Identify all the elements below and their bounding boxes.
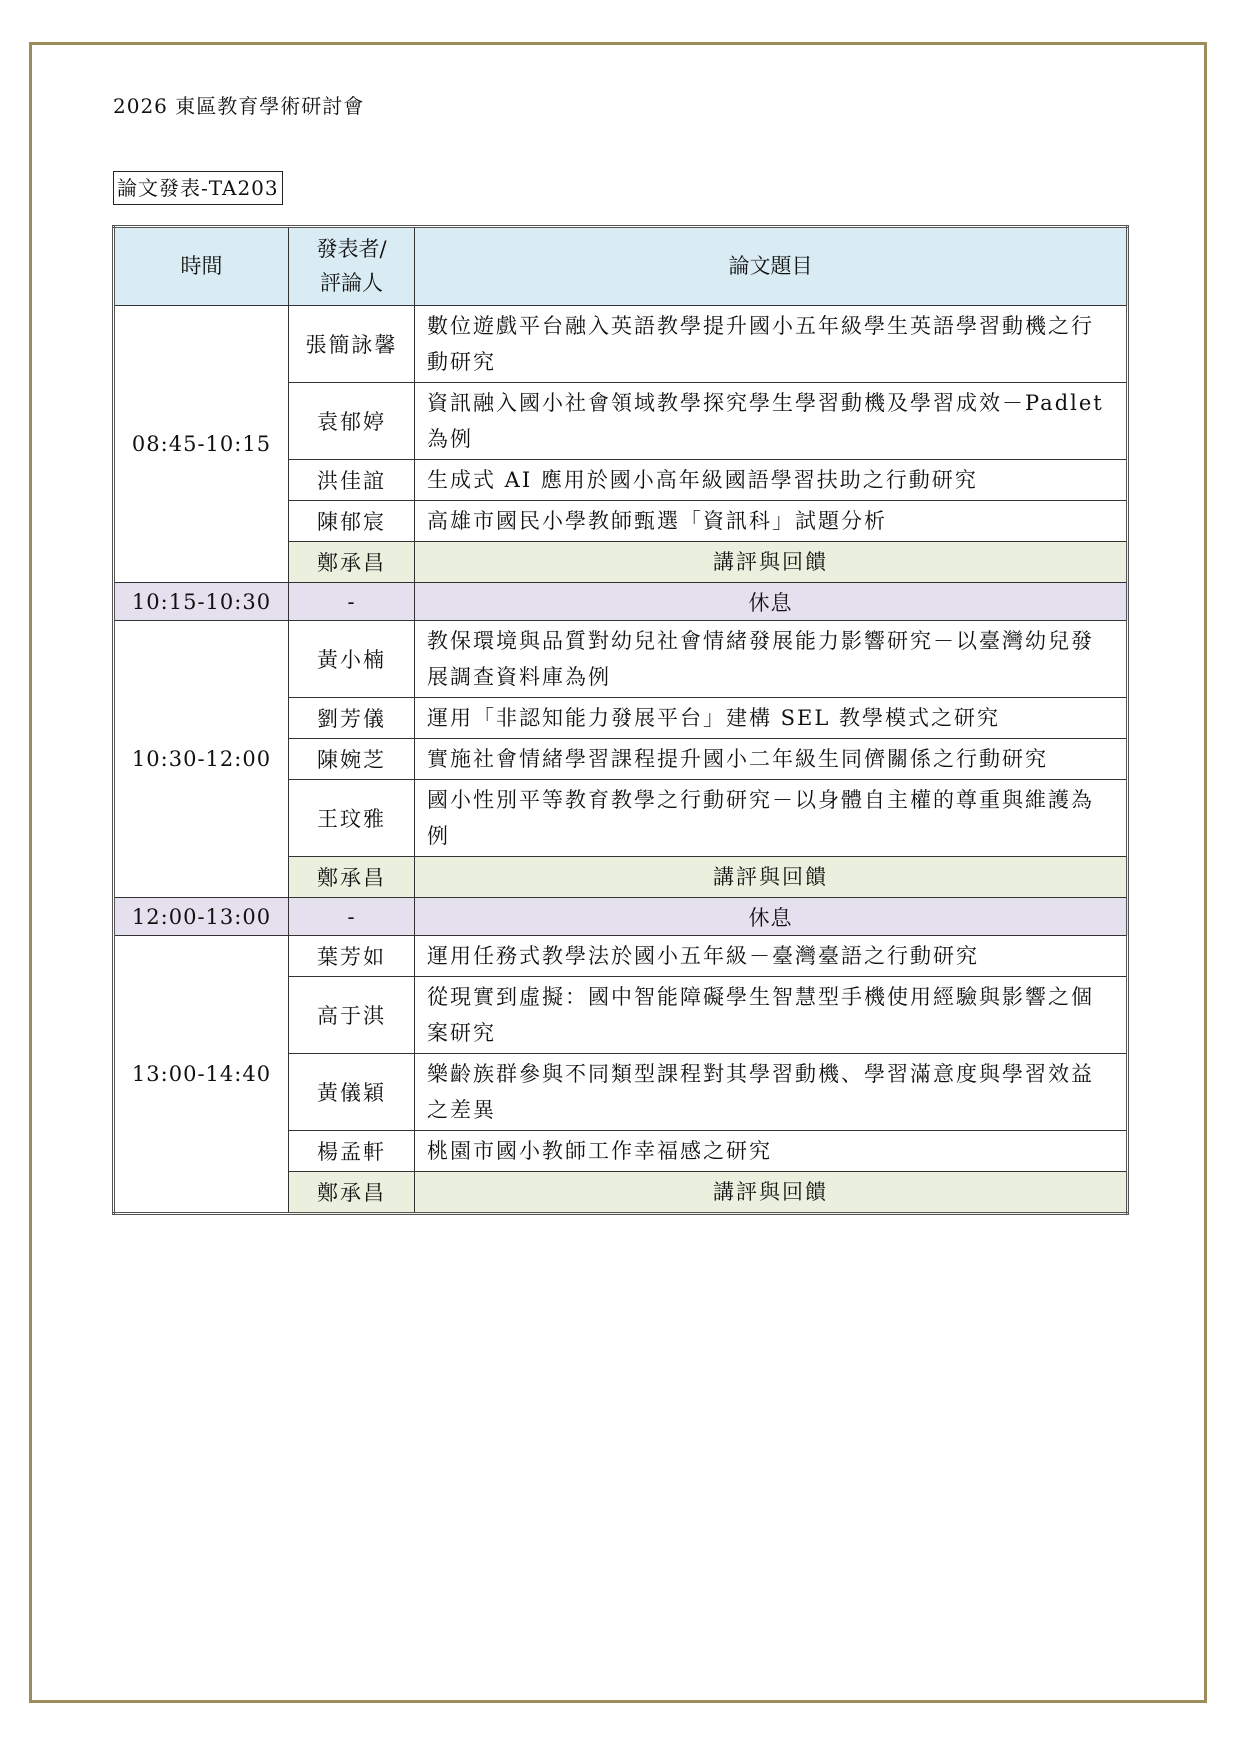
break-row xyxy=(114,583,1128,621)
presenter-name: 高于淇 xyxy=(289,977,415,1054)
break-label: 休息 xyxy=(415,583,1128,621)
table-header-row xyxy=(114,227,1128,306)
break-row xyxy=(114,898,1128,936)
header-topic: 論文題目 xyxy=(415,227,1128,306)
paper-title: 桃園市國小教師工作幸福感之研究 xyxy=(415,1131,1128,1172)
review-label: 講評與回饋 xyxy=(415,542,1128,583)
paper-title: 從現實到虛擬：國中智能障礙學生智慧型手機使用經驗與影響之個案研究 xyxy=(415,977,1128,1054)
paper-title: 運用任務式教學法於國小五年級－臺灣臺語之行動研究 xyxy=(415,936,1128,977)
session-label: 論文發表-TA203 xyxy=(113,171,283,205)
header-presenter-line2: 評論人 xyxy=(320,270,383,295)
paper-title: 生成式 AI 應用於國小高年級國語學習扶助之行動研究 xyxy=(415,460,1128,501)
header-presenter-line1: 發表者/ xyxy=(316,236,387,261)
time-slot: 08:45-10:15 xyxy=(114,306,289,583)
review-label: 講評與回饋 xyxy=(415,1172,1128,1214)
presenter-name: 袁郁婷 xyxy=(289,383,415,460)
break-label: 休息 xyxy=(415,898,1128,936)
reviewer-name: 鄭承昌 xyxy=(289,542,415,583)
reviewer-name: 鄭承昌 xyxy=(289,1172,415,1214)
time-slot: 13:00-14:40 xyxy=(114,936,289,1214)
paper-title: 資訊融入國小社會領域教學探究學生學習動機及學習成效－Padlet 為例 xyxy=(415,383,1128,460)
paper-title: 數位遊戲平台融入英語教學提升國小五年級學生英語學習動機之行動研究 xyxy=(415,306,1128,383)
table-row xyxy=(114,621,1128,698)
presenter-name: 洪佳誼 xyxy=(289,460,415,501)
presenter-name: 黃小楠 xyxy=(289,621,415,698)
paper-title: 國小性別平等教育教學之行動研究－以身體自主權的尊重與維護為例 xyxy=(415,780,1128,857)
presenter-name: 楊孟軒 xyxy=(289,1131,415,1172)
paper-title: 實施社會情緒學習課程提升國小二年級生同儕關係之行動研究 xyxy=(415,739,1128,780)
schedule-table xyxy=(112,225,1129,1215)
presenter-name: 陳郁宸 xyxy=(289,501,415,542)
presenter-name: 王玟雅 xyxy=(289,780,415,857)
reviewer-name: 鄭承昌 xyxy=(289,857,415,898)
presenter-name: 張簡詠馨 xyxy=(289,306,415,383)
break-time: 10:15-10:30 xyxy=(114,583,289,621)
paper-title: 教保環境與品質對幼兒社會情緒發展能力影響研究－以臺灣幼兒發展調查資料庫為例 xyxy=(415,621,1128,698)
header-presenter xyxy=(289,227,415,306)
paper-title: 樂齡族群參與不同類型課程對其學習動機、學習滿意度與學習效益之差異 xyxy=(415,1054,1128,1131)
presenter-name: 劉芳儀 xyxy=(289,698,415,739)
paper-title: 運用「非認知能力發展平台」建構 SEL 教學模式之研究 xyxy=(415,698,1128,739)
break-presenter: - xyxy=(289,583,415,621)
header-time: 時間 xyxy=(114,227,289,306)
review-label: 講評與回饋 xyxy=(415,857,1128,898)
conference-title: 2026 東區教育學術研討會 xyxy=(113,94,365,118)
presenter-name: 陳婉芝 xyxy=(289,739,415,780)
time-slot: 10:30-12:00 xyxy=(114,621,289,898)
presenter-name: 黃儀穎 xyxy=(289,1054,415,1131)
presenter-name: 葉芳如 xyxy=(289,936,415,977)
break-time: 12:00-13:00 xyxy=(114,898,289,936)
table-row xyxy=(114,306,1128,383)
table-row xyxy=(114,936,1128,977)
break-presenter: - xyxy=(289,898,415,936)
paper-title: 高雄市國民小學教師甄選「資訊科」試題分析 xyxy=(415,501,1128,542)
